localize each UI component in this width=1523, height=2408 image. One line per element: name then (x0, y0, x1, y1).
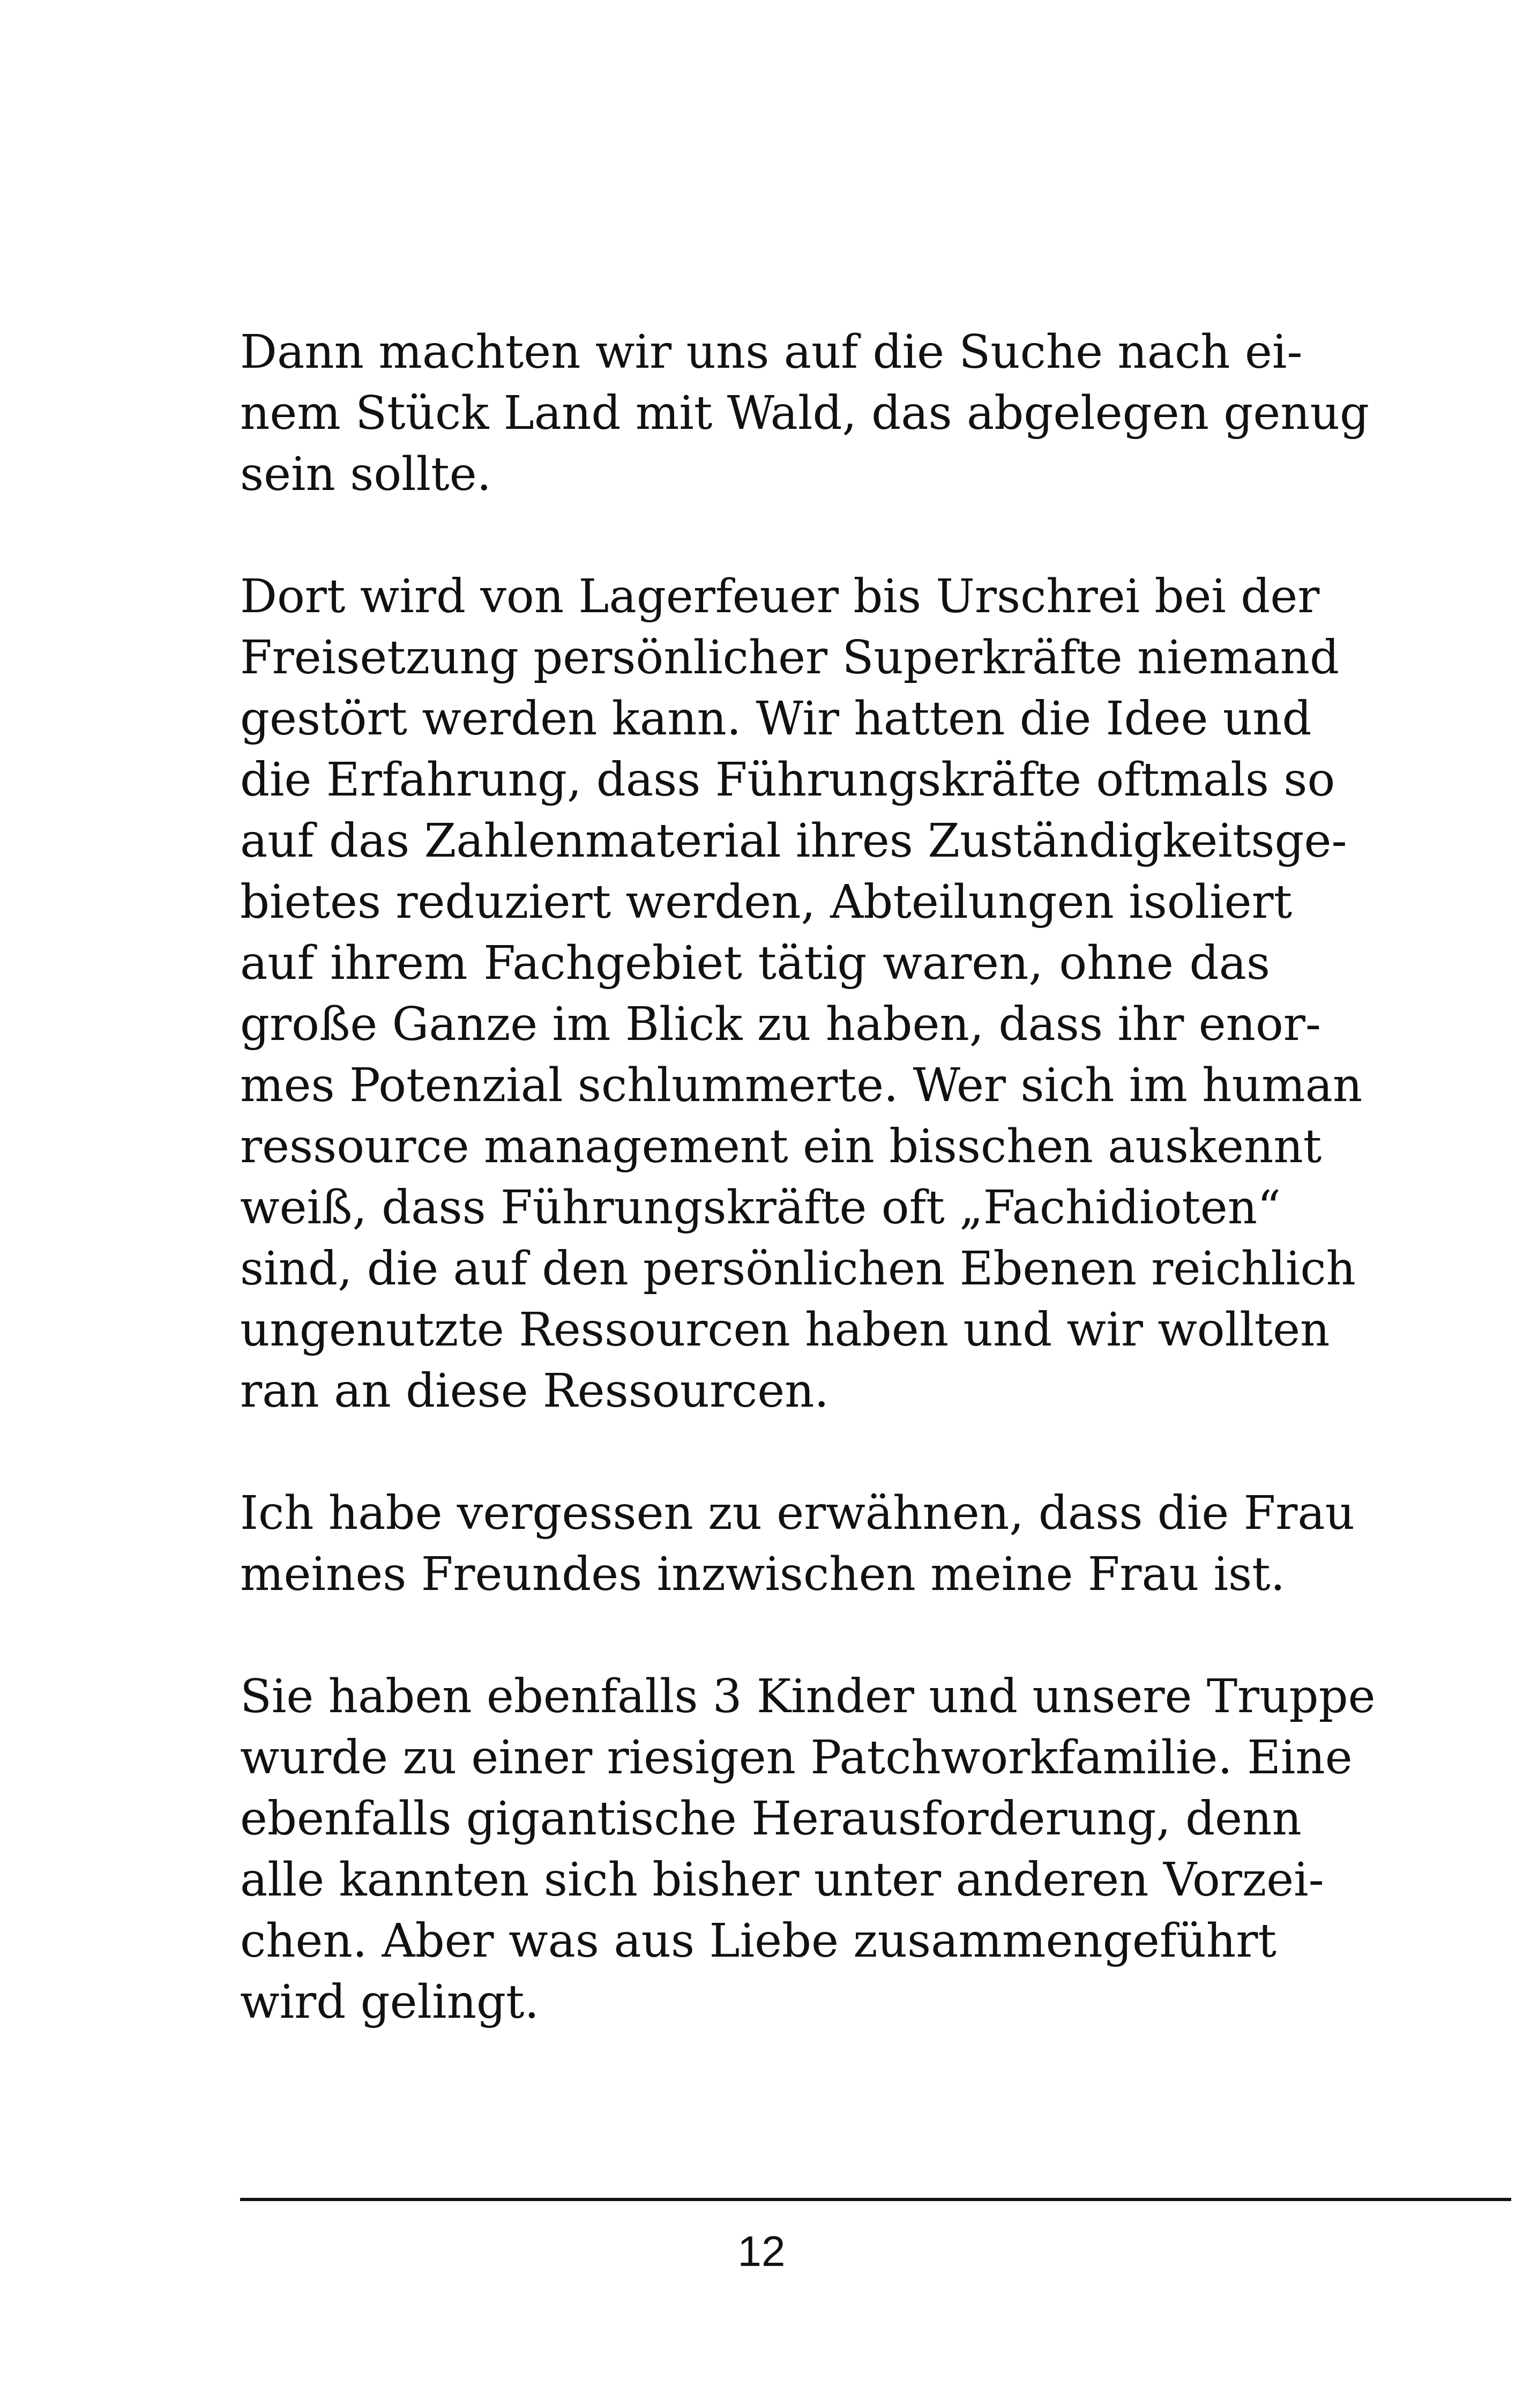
page-number: 12 (737, 2227, 786, 2275)
body-text (240, 322, 1376, 2033)
text-line: auf ihrem Fachgebiet tätig waren, ohne das (240, 937, 1270, 990)
paragraph-gap (240, 1422, 1270, 1483)
text-line: bietes reduziert werden, Abteilungen isoliert (240, 875, 1293, 929)
text-line: Dort wird von Lagerfeuer bis Urschrei bei der (240, 570, 1320, 623)
paragraph-4 (240, 1666, 1376, 2033)
text-line: große Ganze im Blick zu haben, dass ihr enor- (240, 998, 1321, 1051)
paragraph-gap (240, 505, 1270, 566)
paragraph-3 (240, 1483, 1355, 1605)
text-line: Sie haben ebenfalls 3 Kinder und unsere Truppe (240, 1670, 1376, 1723)
text-line: wurde zu einer riesigen Patchworkfamilie. Eine (240, 1731, 1353, 1785)
text-line: sein sollte. (240, 448, 491, 501)
text-line: sind, die auf den persönlichen Ebenen reichlich (240, 1242, 1356, 1296)
footer-divider (240, 2198, 1511, 2201)
text-line: Ich habe vergessen zu erwähnen, dass die Frau (240, 1487, 1355, 1540)
text-line: ungenutzte Ressourcen haben und wir wollten (240, 1303, 1330, 1357)
paragraph-1 (240, 322, 1370, 505)
text-line: wird gelingt. (240, 1975, 539, 2029)
text-line: Freisetzung persönlicher Superkräfte niemand (240, 631, 1340, 685)
text-line: mes Potenzial schlummerte. Wer sich im human (240, 1059, 1363, 1112)
text-line: meines Freundes inzwischen meine Frau ist. (240, 1548, 1286, 1601)
text-line: gestört werden kann. Wir hatten die Idee und (240, 692, 1312, 746)
text-line: weiß, dass Führungskräfte oft „Fachidioten“ (240, 1181, 1281, 1235)
text-line: chen. Aber was aus Liebe zusammengeführt (240, 1914, 1276, 1968)
text-line: Dann machten wir uns auf die Suche nach ei- (240, 325, 1303, 379)
text-line: nem Stück Land mit Wald, das abgelegen genug (240, 387, 1370, 440)
paragraph-2 (240, 566, 1363, 1422)
text-line: ressource management ein bisschen auskennt (240, 1120, 1322, 1173)
paragraph-gap (240, 1605, 1270, 1666)
text-line: auf das Zahlenmaterial ihres Zuständigkeitsge- (240, 814, 1347, 868)
text-line: die Erfahrung, dass Führungskräfte oftmals so (240, 753, 1335, 807)
text-line: ebenfalls gigantische Herausforderung, denn (240, 1792, 1302, 1846)
text-line: ran an diese Ressourcen. (240, 1364, 829, 1418)
text-line: alle kannten sich bisher unter anderen Vorzei- (240, 1853, 1324, 1907)
